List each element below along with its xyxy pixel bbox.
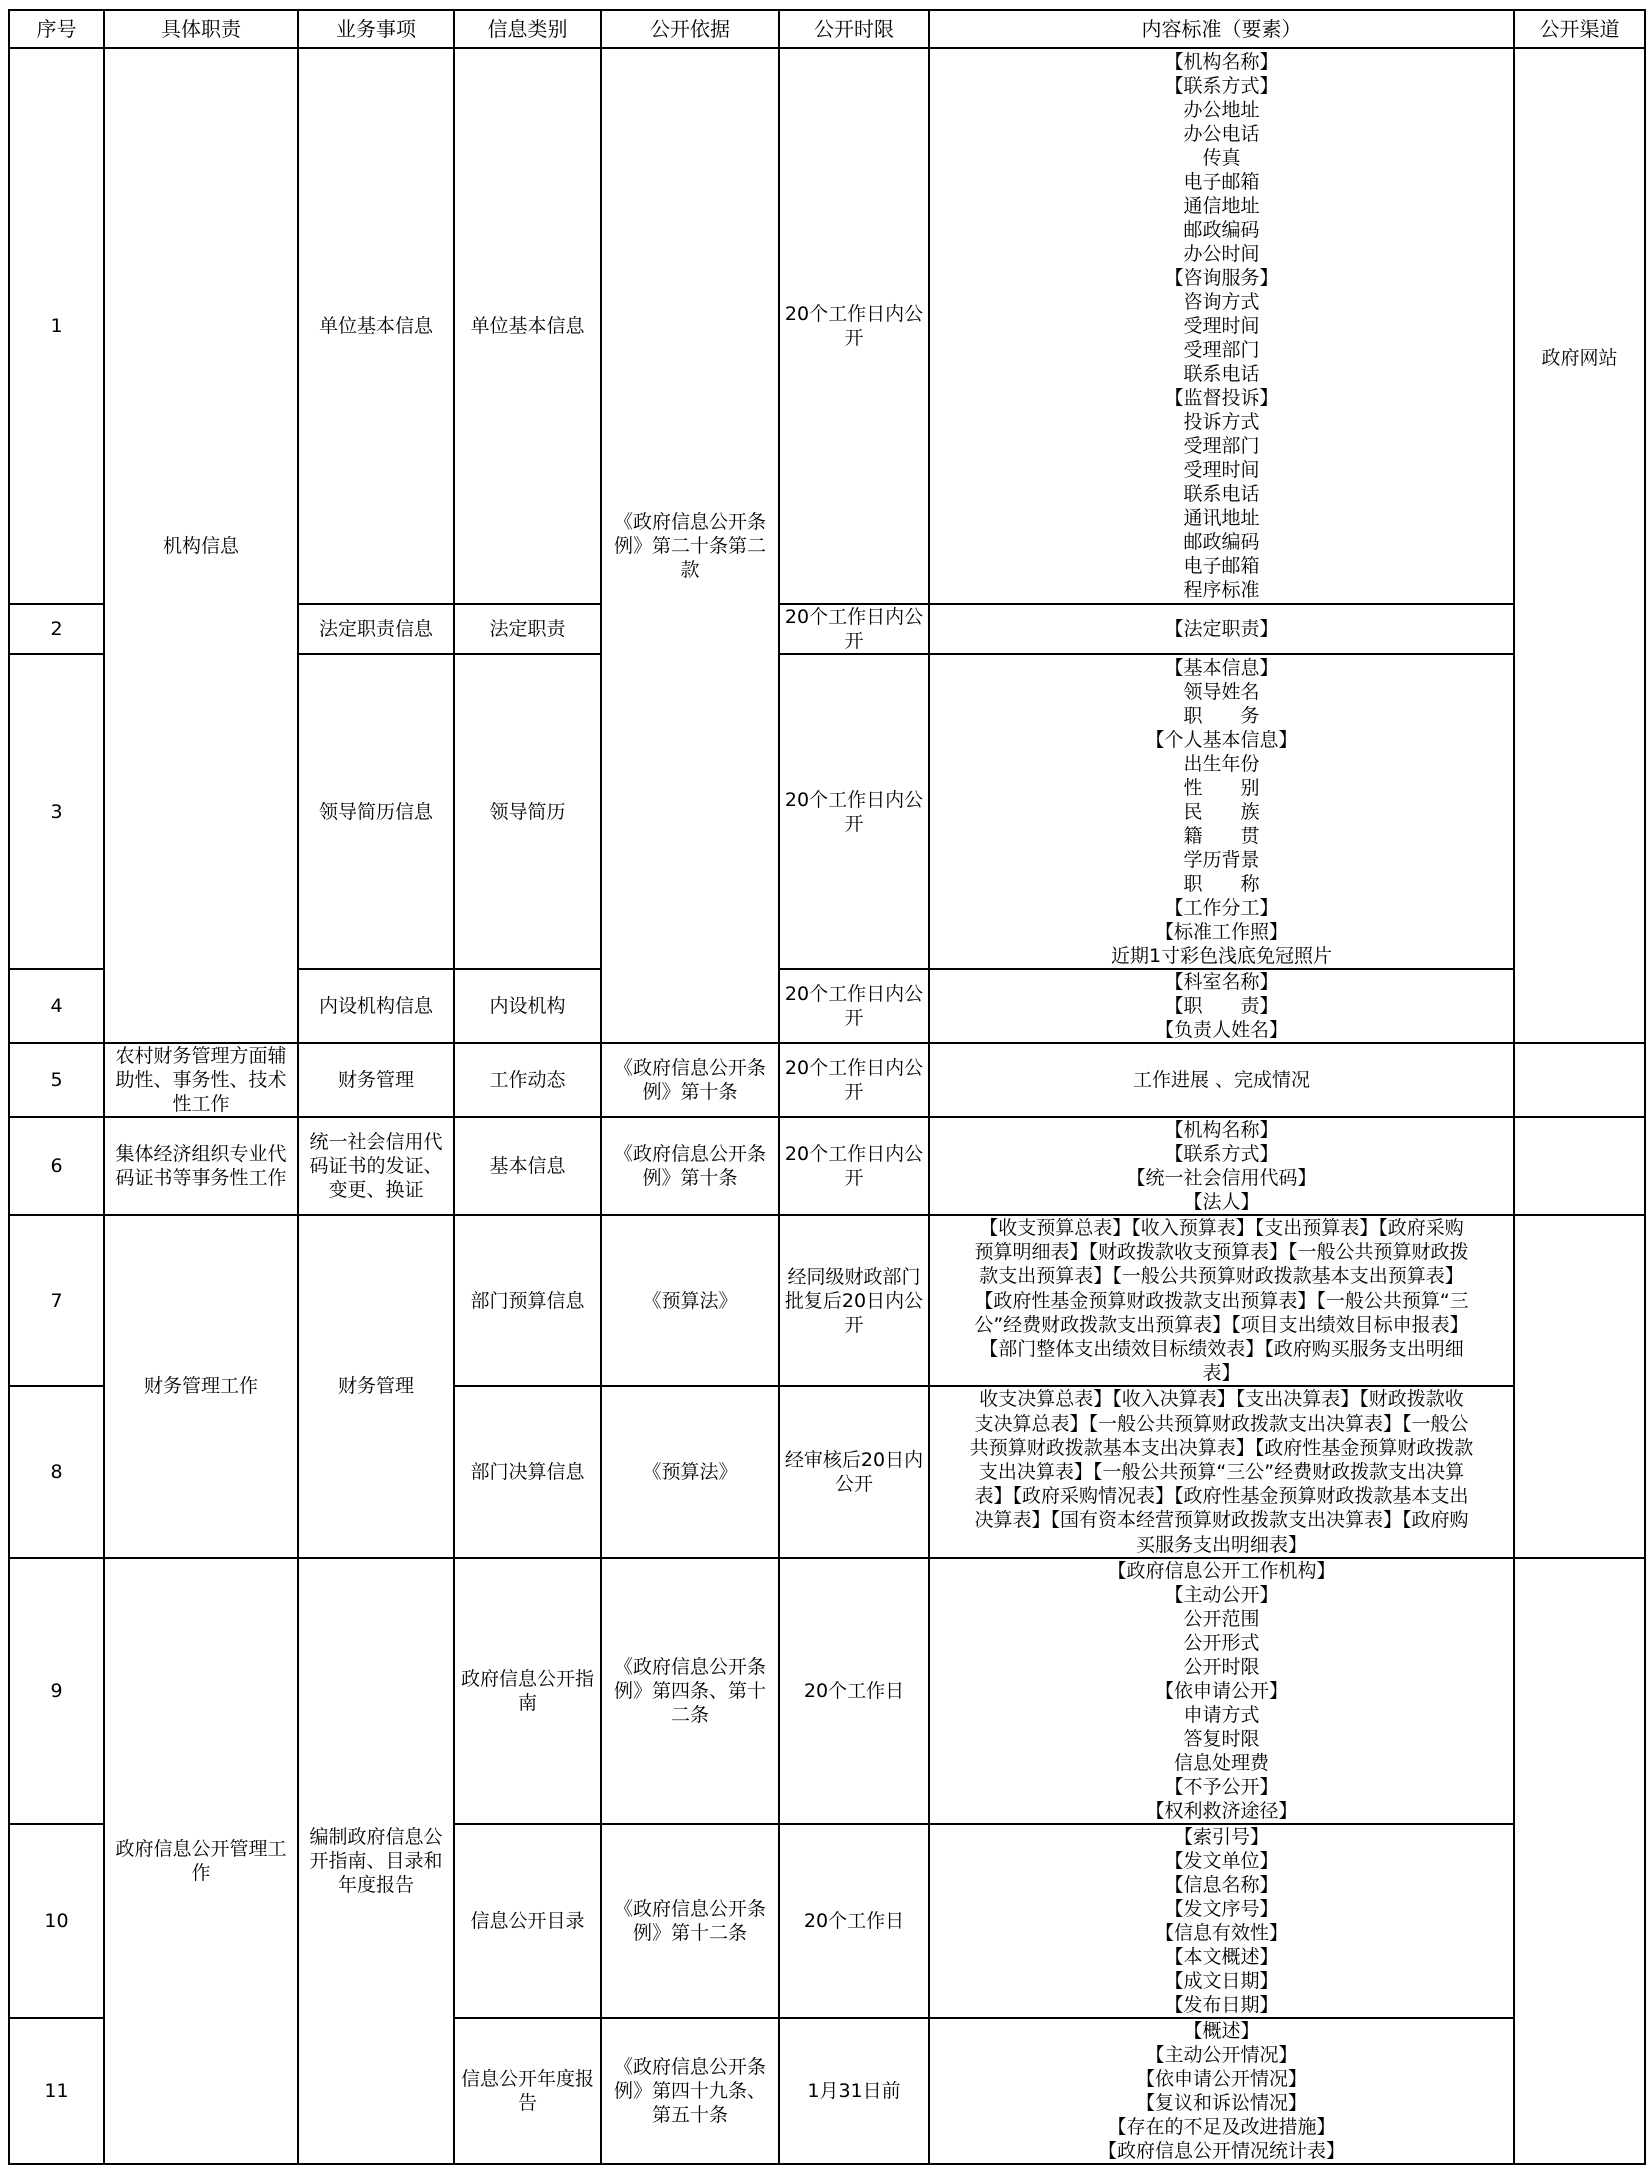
content-line: 办公电话 xyxy=(1183,123,1260,145)
content-line: 通讯地址 xyxy=(1183,507,1260,529)
row-no: 6 xyxy=(9,1117,104,1215)
row-basis: 《政府信息公开条例》第十条 xyxy=(601,1043,779,1117)
row-category: 基本信息 xyxy=(454,1117,601,1215)
row-channel xyxy=(1514,1215,1645,1558)
content-line: 决算表】【国有资本经营预算财政拨款支出决算表】【政府购 xyxy=(974,1509,1469,1532)
row-duty: 机构信息 xyxy=(104,48,298,1043)
row-deadline: 20个工作日内公开 xyxy=(779,654,929,969)
row-category: 法定职责 xyxy=(454,604,601,654)
row-content xyxy=(929,969,1514,1043)
content-line: 表】 xyxy=(1202,1362,1241,1385)
row-channel xyxy=(1514,48,1645,1043)
content-line: 【监督投诉】 xyxy=(1164,387,1279,409)
header-duty: 具体职责 xyxy=(104,10,298,48)
content-line: 近期1寸彩色浅底免冠照片 xyxy=(1110,944,1333,967)
content-line: 【标准工作照】 xyxy=(1154,920,1288,943)
content-line: 籍 贯 xyxy=(1183,824,1260,847)
content-line: 【复议和诉讼情况】 xyxy=(1135,2091,1307,2114)
row-category: 部门预算信息 xyxy=(454,1215,601,1386)
content-line: 【基本信息】 xyxy=(1164,656,1279,679)
content-line: 出生年份 xyxy=(1183,752,1260,775)
content-line: 【科室名称】 xyxy=(1164,971,1279,993)
content-line: 【本文概述】 xyxy=(1164,1945,1279,1968)
content-line: 程序标准 xyxy=(1183,579,1260,601)
row-deadline: 经同级财政部门批复后20日内公开 xyxy=(779,1215,929,1386)
content-line: 职 称 xyxy=(1183,872,1260,895)
disclosure-table xyxy=(8,9,1646,2165)
content-line: 学历背景 xyxy=(1183,848,1260,871)
row-content xyxy=(929,1215,1514,1386)
content-line: 联系电话 xyxy=(1183,363,1260,385)
row-no: 2 xyxy=(9,604,104,654)
row-basis: 《预算法》 xyxy=(601,1386,779,1557)
content-line: 公开范围 xyxy=(1183,1607,1260,1630)
content-line: 【机构名称】 xyxy=(1164,1119,1279,1141)
header-no: 序号 xyxy=(9,10,104,48)
row-no: 7 xyxy=(9,1215,104,1386)
row-category: 政府信息公开指南 xyxy=(454,1558,601,1824)
row-duty: 政府信息公开管理工作 xyxy=(104,1558,298,2164)
content-line: 【信息有效性】 xyxy=(1154,1921,1288,1944)
content-line: 民 族 xyxy=(1183,800,1260,823)
row-basis: 《政府信息公开条例》第二十条第二款 xyxy=(601,48,779,1043)
content-line: 款支出预算表】【一般公共预算财政拨款基本支出预算表】 xyxy=(979,1265,1464,1288)
content-line: 领导姓名 xyxy=(1183,680,1260,703)
content-line: 【信息名称】 xyxy=(1164,1873,1279,1896)
content-line: 【概述】 xyxy=(1183,2019,1260,2042)
row-no: 11 xyxy=(9,2018,104,2164)
row-matter: 财务管理 xyxy=(298,1215,454,1558)
row-category: 信息公开目录 xyxy=(454,1824,601,2018)
row-category: 工作动态 xyxy=(454,1043,601,1117)
row-no: 1 xyxy=(9,48,104,604)
row-content xyxy=(929,48,1514,604)
content-line: 【部门整体支出绩效目标绩效表】【政府购买服务支出明细 xyxy=(979,1338,1464,1361)
row-matter: 法定职责信息 xyxy=(298,604,454,654)
content-line: 性 别 xyxy=(1183,776,1260,799)
content-line: 【收支预算总表】【收入预算表】【支出预算表】【政府采购 xyxy=(979,1217,1464,1239)
content-line: 【负责人姓名】 xyxy=(1154,1019,1288,1041)
row-deadline: 经审核后20日内公开 xyxy=(779,1386,929,1557)
content-line: 买服务支出明细表】 xyxy=(1135,1533,1307,1556)
content-line: 通信地址 xyxy=(1183,195,1260,217)
content-line: 【咨询服务】 xyxy=(1164,267,1279,289)
content-line: 【统一社会信用代码】 xyxy=(1126,1167,1317,1189)
content-line: 预算明细表】【财政拨款收支预算表】【一般公共预算财政拨 xyxy=(974,1241,1469,1264)
content-line: 办公时间 xyxy=(1183,243,1260,265)
row-content xyxy=(929,604,1514,654)
row-no: 8 xyxy=(9,1386,104,1557)
content-line: 支出决算表】【一般公共预算“三公”经费财政拨款支出决算 xyxy=(978,1461,1465,1484)
content-line: 公开形式 xyxy=(1183,1631,1260,1654)
row-category: 领导简历 xyxy=(454,654,601,969)
row-deadline: 20个工作日内公开 xyxy=(779,48,929,604)
content-line: 【发文单位】 xyxy=(1164,1849,1279,1872)
content-line: 【政府性基金预算财政拨款支出预算表】【一般公共预算“三 xyxy=(974,1289,1469,1312)
header-basis: 公开依据 xyxy=(601,10,779,48)
table-row xyxy=(9,48,1645,604)
content-line: 【联系方式】 xyxy=(1164,75,1279,97)
content-line: 传真 xyxy=(1202,147,1241,169)
row-duty: 集体经济组织专业代码证书等事务性工作 xyxy=(104,1117,298,1215)
row-duty: 农村财务管理方面辅助性、事务性、技术性工作 xyxy=(104,1043,298,1117)
row-category: 部门决算信息 xyxy=(454,1386,601,1557)
row-no: 10 xyxy=(9,1824,104,2018)
row-content xyxy=(929,2018,1514,2164)
content-line: 受理部门 xyxy=(1183,339,1260,361)
row-deadline: 20个工作日内公开 xyxy=(779,1117,929,1215)
row-deadline: 20个工作日内公开 xyxy=(779,1043,929,1117)
content-line: 【依申请公开】 xyxy=(1154,1679,1288,1702)
row-matter: 财务管理 xyxy=(298,1043,454,1117)
row-basis: 《政府信息公开条例》第十二条 xyxy=(601,1824,779,2018)
content-line: 【存在的不足及改进措施】 xyxy=(1107,2115,1336,2138)
content-line: 联系电话 xyxy=(1183,483,1260,505)
content-line: 职 务 xyxy=(1183,704,1260,727)
row-category: 内设机构 xyxy=(454,969,601,1043)
content-line: 公开时限 xyxy=(1183,1655,1260,1678)
table-row xyxy=(9,1558,1645,1824)
table-row xyxy=(9,1043,1645,1117)
row-category: 信息公开年度报告 xyxy=(454,2018,601,2164)
content-line: 【成文日期】 xyxy=(1164,1969,1279,1992)
row-basis: 《政府信息公开条例》第四条、第十二条 xyxy=(601,1558,779,1824)
row-no: 9 xyxy=(9,1558,104,1824)
row-content xyxy=(929,1558,1514,1824)
row-deadline: 20个工作日内公开 xyxy=(779,969,929,1043)
content-line: 【个人基本信息】 xyxy=(1145,728,1298,751)
table-row xyxy=(9,1117,1645,1215)
content-line: 【法定职责】 xyxy=(1164,618,1279,640)
content-line: 【索引号】 xyxy=(1173,1825,1269,1848)
content-line: 共预算财政拨款基本支出决算表】【政府性基金预算财政拨款 xyxy=(969,1436,1474,1459)
content-line: 工作进展 、完成情况 xyxy=(1132,1069,1311,1091)
content-line: 【发文序号】 xyxy=(1164,1897,1279,1920)
content-line: 信息处理费 xyxy=(1173,1751,1269,1774)
content-line: 电子邮箱 xyxy=(1183,555,1260,577)
row-no: 4 xyxy=(9,969,104,1043)
content-line: 【依申请公开情况】 xyxy=(1135,2067,1307,2090)
row-no: 5 xyxy=(9,1043,104,1117)
header-category: 信息类别 xyxy=(454,10,601,48)
header-row xyxy=(9,10,1645,48)
content-line: 办公地址 xyxy=(1183,99,1260,121)
content-line: 【联系方式】 xyxy=(1164,1143,1279,1165)
content-line: 【政府信息公开工作机构】 xyxy=(1107,1559,1336,1582)
content-line: 咨询方式 xyxy=(1183,291,1260,313)
content-line: 表】【政府采购情况表】【政府性基金预算财政拨款基本支出 xyxy=(974,1485,1469,1508)
row-content xyxy=(929,654,1514,969)
content-line: 【工作分工】 xyxy=(1164,896,1279,919)
row-matter: 统一社会信用代码证书的发证、变更、换证 xyxy=(298,1117,454,1215)
content-line: 支决算总表】【一般公共预算财政拨款支出决算表】【一般公 xyxy=(974,1412,1469,1435)
header-deadline: 公开时限 xyxy=(779,10,929,48)
row-no: 3 xyxy=(9,654,104,969)
table-row xyxy=(9,1215,1645,1386)
row-duty: 财务管理工作 xyxy=(104,1215,298,1558)
content-line: 受理时间 xyxy=(1183,315,1260,337)
row-channel xyxy=(1514,1558,1645,2164)
content-line: 【职 责】 xyxy=(1164,995,1279,1017)
row-matter: 单位基本信息 xyxy=(298,48,454,604)
content-line: 受理部门 xyxy=(1183,435,1260,457)
row-deadline: 20个工作日 xyxy=(779,1558,929,1824)
row-channel xyxy=(1514,1043,1645,1117)
content-line: 公”经费财政拨款支出预算表】【项目支出绩效目标申报表】 xyxy=(974,1313,1469,1336)
row-content xyxy=(929,1386,1514,1557)
content-line: 【发布日期】 xyxy=(1164,1993,1279,2016)
content-line: 【主动公开】 xyxy=(1164,1583,1279,1606)
row-basis: 《政府信息公开条例》第十条 xyxy=(601,1117,779,1215)
row-content xyxy=(929,1117,1514,1215)
row-deadline: 20个工作日内公开 xyxy=(779,604,929,654)
content-line: 邮政编码 xyxy=(1183,219,1260,241)
header-content: 内容标准（要素） xyxy=(929,10,1514,48)
row-deadline: 20个工作日 xyxy=(779,1824,929,2018)
content-line: 答复时限 xyxy=(1183,1727,1260,1750)
row-deadline: 1月31日前 xyxy=(779,2018,929,2164)
row-matter: 内设机构信息 xyxy=(298,969,454,1043)
header-matter: 业务事项 xyxy=(298,10,454,48)
content-line: 受理时间 xyxy=(1183,459,1260,481)
row-matter: 领导简历信息 xyxy=(298,654,454,969)
content-line: 【主动公开情况】 xyxy=(1145,2043,1298,2066)
row-basis: 《政府信息公开条例》第四十九条、第五十条 xyxy=(601,2018,779,2164)
channel-text: 政府网站 xyxy=(1541,347,1618,369)
content-line: 收支决算总表】【收入决算表】【支出决算表】【财政拨款收 xyxy=(979,1388,1464,1411)
row-content xyxy=(929,1824,1514,2018)
row-category: 单位基本信息 xyxy=(454,48,601,604)
content-line: 投诉方式 xyxy=(1183,411,1260,433)
row-channel xyxy=(1514,1117,1645,1215)
content-line: 【机构名称】 xyxy=(1164,51,1279,73)
row-matter: 编制政府信息公开指南、目录和年度报告 xyxy=(298,1558,454,2164)
content-line: 【政府信息公开情况统计表】 xyxy=(1097,2139,1345,2162)
content-line: 申请方式 xyxy=(1183,1703,1260,1726)
content-line: 【法人】 xyxy=(1183,1191,1260,1213)
row-content xyxy=(929,1043,1514,1117)
content-line: 【不予公开】 xyxy=(1164,1775,1279,1798)
row-basis: 《预算法》 xyxy=(601,1215,779,1386)
content-line: 【权利救济途径】 xyxy=(1145,1799,1298,1822)
content-line: 电子邮箱 xyxy=(1183,171,1260,193)
content-line: 邮政编码 xyxy=(1183,531,1260,553)
header-channel: 公开渠道 xyxy=(1514,10,1645,48)
